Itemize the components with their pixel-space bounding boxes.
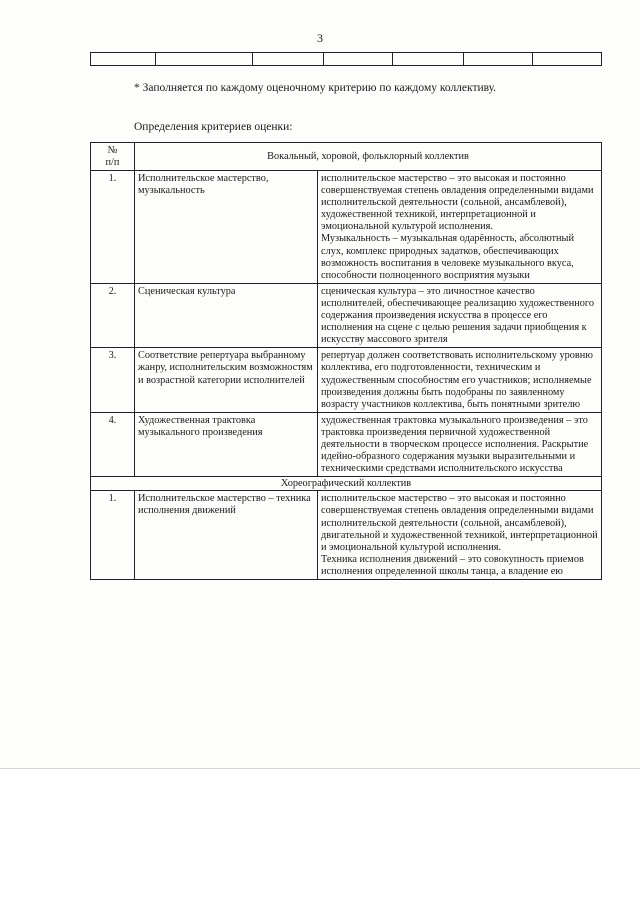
row-number: 3.: [91, 348, 135, 412]
vocal-rows: [91, 171, 602, 477]
header-num-symbol: №: [107, 145, 118, 156]
section-title: Определения критериев оценки:: [134, 121, 293, 133]
definition-paragraph: исполнительское мастерство – это высокая и постоянно совершенствуемая степень овладения определенными видами исполнительской деятельности (сольной, ансамблевой), двигательной и художественной техникой, интерпретационной и эмоциональной культурой исполнения.: [321, 493, 598, 553]
row-number: 1.: [91, 171, 135, 284]
definition-paragraph: репертуар должен соответствовать исполнительскому уровню коллектива, его подготовленности, техническим и художественным способностям его участников; исполняемые произведения должны быть подобраны по заявленному возрасту участников коллектива, быть понятными зрителю: [321, 350, 593, 410]
criteria-table: [90, 142, 602, 580]
table-row: [91, 348, 602, 412]
row-number: 2.: [91, 283, 135, 347]
criterion-definition: [318, 283, 602, 347]
criterion-name: Художественная трактовка музыкального произведения: [135, 412, 318, 476]
page-number: 3: [317, 31, 323, 45]
table-row: [91, 171, 602, 284]
group-title: Хореографический коллектив: [91, 477, 602, 491]
table-row: [91, 412, 602, 476]
definition-paragraph: Музыкальность – музыкальная одарённость, абсолютный слух, комплекс природных задатков, обеспечивающих возможность воспитания в человеке музыкального вкуса, способности полноценного восприятия музыки: [321, 233, 574, 281]
table-row: [91, 491, 602, 580]
footnote: * Заполняется по каждому оценочному критерию по каждому коллективу.: [134, 82, 497, 94]
definition-paragraph: сценическая культура – это личностное качество исполнителей, обеспечивающее реализацию художественного содержания произведения искусства в процессе его исполнения на сцене с целью решения задачи приобщения к искусству массового зрителя: [321, 285, 594, 346]
choreo-group: [91, 477, 602, 491]
empty-cell: [253, 53, 324, 66]
header-num: [91, 143, 135, 171]
criterion-definition: [318, 412, 602, 476]
criterion-definition: [318, 491, 602, 580]
table-header-row: [91, 143, 602, 171]
criterion-name: Соответствие репертуара выбранному жанру, исполнительским возможностям и возрастной категории исполнителей: [135, 348, 318, 412]
criterion-definition: [318, 348, 602, 412]
empty-cell: [91, 53, 156, 66]
table-row: [91, 283, 602, 347]
definition-paragraph: художественная трактовка музыкального произведения – это трактовка произведения первичной художественной деятельности в творческом процессе исполнения. Раскрытие идейно-образного содержания музыки выразительными и техническими средствами исполнительского искусства: [321, 414, 589, 475]
group-title-row: [91, 477, 602, 491]
row-number: 1.: [91, 491, 135, 580]
definition-paragraph: Техника исполнения движений – это совокупность приемов исполнения определенной школы танца, а владение ею: [321, 553, 584, 577]
empty-cell: [464, 53, 533, 66]
row-number: 4.: [91, 412, 135, 476]
empty-cell: [156, 53, 253, 66]
criterion-name: Сценическая культура: [135, 283, 318, 347]
previous-table-bottom-row: [90, 52, 602, 66]
empty-cell: [533, 53, 602, 66]
empty-cell: [393, 53, 464, 66]
criterion-name: Исполнительское мастерство, музыкальность: [135, 171, 318, 284]
header-num-abbr: п/п: [105, 157, 120, 168]
criterion-name: Исполнительское мастерство – техника исполнения движений: [135, 491, 318, 580]
header-group-title: Вокальный, хоровой, фольклорный коллектив: [135, 143, 602, 171]
empty-cell: [324, 53, 393, 66]
definition-paragraph: исполнительское мастерство – это высокая и постоянно совершенствуемая степень овладения определенными видами исполнительской деятельности (сольной, ансамблевой), художественной техникой, интерпретационной и эмоциональной культурой исполнения.: [321, 173, 594, 233]
choreo-rows: [91, 491, 602, 580]
criterion-definition: [318, 171, 602, 284]
